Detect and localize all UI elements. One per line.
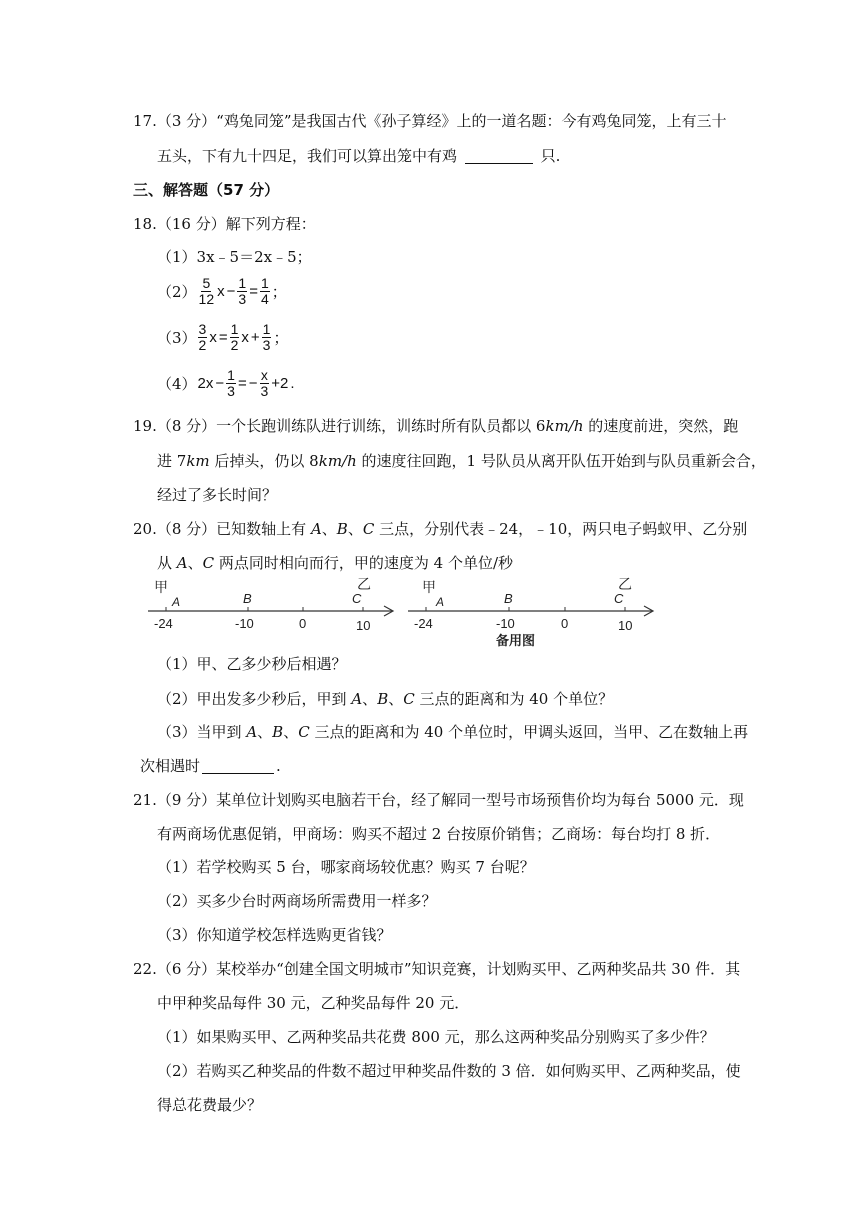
separator: 、 <box>388 690 404 708</box>
q20-text: 次相遇时 <box>140 757 201 775</box>
operator: − <box>215 375 225 392</box>
q18-part1-equation: 3x﹣5＝2x﹣5； <box>196 248 312 266</box>
q21-sub1: （1）若学校购买 5 台，哪家商场较优惠？购买 7 台呢？ <box>157 858 535 876</box>
denominator: 3 <box>262 337 271 353</box>
q22-sub2: （2）若购买乙种奖品的件数不超过甲种奖品件数的 3 倍．如何购买甲、乙两种奖品，使 <box>157 1062 741 1080</box>
q19-text: 的速度前进，突然，跑 <box>583 417 739 435</box>
q17-line2 <box>157 146 560 166</box>
q20-sub3 <box>157 722 748 742</box>
q20-text: 20.（8 分）已知数轴上有 <box>133 520 311 538</box>
q22-sub1: （1）如果购买甲、乙两种奖品共花费 800 元，那么这两种奖品分别购买了多少件？ <box>157 1028 715 1046</box>
q19-text: 进 7 <box>157 452 187 470</box>
denominator: 3 <box>238 291 247 307</box>
denominator: 3 <box>227 383 235 399</box>
numerator: 1 <box>262 321 271 337</box>
q18-part2 <box>157 276 288 307</box>
q21-line1: 21.（9 分）某单位计划购买电脑若干台，经了解同一型号市场预售价均为每台 5000 元．现 <box>133 791 744 809</box>
operator: = <box>237 375 247 392</box>
q22-line2: 中甲种奖品每件 30 元，乙种奖品每件 20 元． <box>157 994 470 1012</box>
punctuation: . <box>290 375 295 392</box>
point-c-label: C <box>614 591 624 606</box>
numerator: 1 <box>238 275 247 291</box>
q21-sub2: （2）买多少台时两商场所需费用一样多？ <box>157 892 437 910</box>
ant-jia-label: 甲 <box>154 579 168 595</box>
point-label-c: C <box>362 520 375 538</box>
separator: 、 <box>257 723 273 741</box>
q18-part1 <box>157 247 312 267</box>
q19-unit: km/h <box>318 452 357 470</box>
ant-yi-label: 乙 <box>357 576 371 592</box>
separator: 、 <box>283 723 299 741</box>
point-label-a: A <box>310 520 322 538</box>
fraction <box>226 368 236 399</box>
point-b-label: B <box>504 591 513 606</box>
separator: 、 <box>321 520 337 538</box>
q20-text: 从 <box>157 554 177 572</box>
q19-unit: km <box>186 452 210 470</box>
q18-stem: 18.（16 分）解下列方程： <box>133 215 316 233</box>
q19-line3: 经过了多长时间？ <box>157 486 278 504</box>
fraction <box>237 276 247 307</box>
q18-part1-label: （1） <box>157 248 197 266</box>
q18-part4 <box>157 368 296 399</box>
tick-label: -24 <box>154 616 173 631</box>
term: +2 <box>271 375 289 392</box>
point-label-a: A <box>176 554 188 572</box>
term: 2x <box>197 375 214 392</box>
q17-answer-blank[interactable] <box>465 148 533 164</box>
punctuation: ； <box>273 330 289 347</box>
q18-part2-label: （2） <box>157 283 197 301</box>
backup-diagram-caption: 备用图 <box>496 633 536 648</box>
tick-label: 0 <box>299 616 307 631</box>
denominator: 2 <box>230 337 239 353</box>
q20-sub1: （1）甲、乙多少秒后相遇？ <box>157 655 347 673</box>
fraction <box>262 322 272 353</box>
point-label-c: C <box>298 723 310 741</box>
q20-text: （3）当甲到 <box>157 723 247 741</box>
operator: = <box>218 329 228 346</box>
point-a-label: A <box>436 595 445 609</box>
fraction <box>260 276 270 307</box>
point-label-b: B <box>377 690 389 708</box>
q20-answer-blank[interactable] <box>202 758 274 774</box>
q20-sub2 <box>157 689 613 709</box>
q20-text: 两点同时相向而行，甲的速度为 4 个单位/秒 <box>214 554 514 572</box>
punctuation: ； <box>271 284 287 301</box>
point-label-b: B <box>336 520 348 538</box>
numerator: 1 <box>227 367 235 383</box>
separator: 、 <box>187 554 203 572</box>
point-label-a: A <box>246 723 258 741</box>
tick-label: 0 <box>561 616 569 631</box>
q19-unit: km/h <box>545 417 584 435</box>
q20-text: 三点的距离和为 40 个单位？ <box>414 690 614 708</box>
q20-text: 三点，分别代表﹣24，﹣10，两只电子蚂蚁甲、乙分别 <box>374 520 748 538</box>
fraction <box>230 322 240 353</box>
separator: 、 <box>347 520 363 538</box>
denominator: 4 <box>260 291 269 307</box>
tick-label: 10 <box>618 618 633 633</box>
numerator: 1 <box>260 275 269 291</box>
q18-part3 <box>157 322 289 353</box>
q22-line1: 22.（6 分）某校举办“创建全国文明城市”知识竞赛，计划购买甲、乙两种奖品共 30 件．其 <box>133 960 741 978</box>
point-label-c: C <box>202 554 215 572</box>
numerator: 3 <box>198 321 207 337</box>
q21-sub3: （3）你知道学校怎样选购更省钱？ <box>157 926 392 944</box>
denominator: 3 <box>260 383 269 399</box>
q19-text: 的速度往回跑，1 号队员从离开队伍开始到与队员重新会合， <box>356 452 766 470</box>
q20-text: （2）甲出发多少秒后，甲到 <box>157 690 352 708</box>
variable: x <box>209 329 217 346</box>
q18-part3-label: （3） <box>157 329 197 347</box>
q20-text: 三点的距离和为 40 个单位时，甲调头返回，当甲、乙在数轴上再 <box>309 723 749 741</box>
tick-label: -10 <box>496 616 515 631</box>
denominator: 2 <box>198 337 207 353</box>
point-label-b: B <box>272 723 284 741</box>
tick-label: 10 <box>356 618 371 633</box>
section-heading: 三、解答题（57 分） <box>133 181 280 199</box>
variable: x <box>217 283 225 300</box>
point-b-label: B <box>243 591 252 606</box>
q21-line2: 有两商场优惠促销，甲商场：购买不超过 2 台按原价销售；乙商场：每台均打 8 折． <box>157 825 721 843</box>
operator: − <box>226 283 236 300</box>
q20-text: . <box>276 757 281 775</box>
denominator: 12 <box>198 291 215 307</box>
ant-jia-label: 甲 <box>422 579 436 595</box>
operator: − <box>248 375 258 392</box>
q22-sub2-cont: 得总花费最少？ <box>157 1096 263 1114</box>
fraction <box>259 368 269 399</box>
point-label-a: A <box>351 690 363 708</box>
q17-line1: 17.（3 分）“鸡兔同笼”是我国古代《孙子算经》上的一道名题：今有鸡兔同笼，上有三十 <box>133 112 727 130</box>
q19-line2 <box>157 451 766 471</box>
point-c-label: C <box>352 591 362 606</box>
q17-line2-text: 五头，下有九十四足，我们可以算出笼中有鸡 <box>157 147 458 165</box>
fraction <box>198 276 216 307</box>
ant-yi-label: 乙 <box>618 576 632 592</box>
numerator: 5 <box>202 275 211 291</box>
q19-text: 后掉头，仍以 8 <box>209 452 319 470</box>
point-a-label: A <box>172 595 181 609</box>
separator: 、 <box>362 690 378 708</box>
number-line-diagram <box>140 572 670 652</box>
q19-line1 <box>133 416 738 436</box>
q20-line2 <box>157 553 513 573</box>
q20-sub3-cont <box>140 756 281 776</box>
point-label-c: C <box>403 690 415 708</box>
numerator: 1 <box>230 321 239 337</box>
operator: + <box>250 329 260 346</box>
q17-line2-end: 只. <box>540 147 561 165</box>
numerator: x <box>260 367 268 383</box>
operator: = <box>249 283 258 300</box>
q19-text: 19.（8 分）一个长跑训练队进行训练，训练时所有队员都以 6 <box>133 417 546 435</box>
q18-part4-label: （4） <box>157 375 197 393</box>
variable: x <box>241 329 249 346</box>
tick-label: -24 <box>414 616 433 631</box>
tick-label: -10 <box>235 616 254 631</box>
fraction <box>198 322 208 353</box>
q20-line1 <box>133 519 747 539</box>
